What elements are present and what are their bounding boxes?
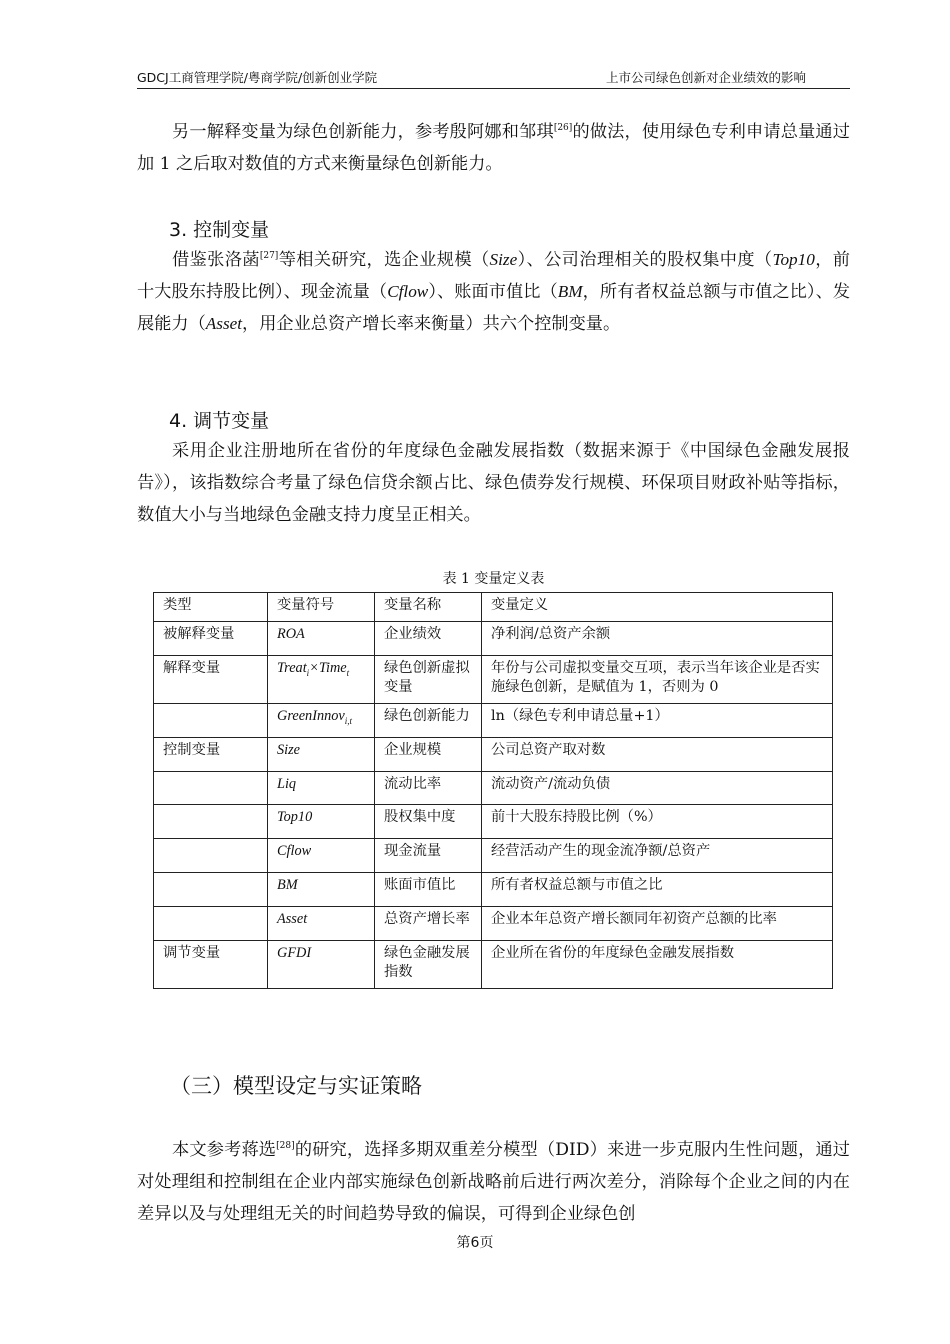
cell-symbol (268, 771, 375, 805)
cv-text-4: ，前十大股东持股比例）、现金流量（ (137, 250, 850, 302)
var-size: Size (489, 250, 518, 269)
cell-name: 企业规模 (375, 737, 482, 771)
variable-definition-table (153, 592, 833, 989)
symbol-second: ×Time (309, 659, 347, 676)
control-variables-paragraph (137, 244, 850, 340)
intro-text-a: 另一解释变量为绿色创新能力，参考殷阿娜和邹琪 (172, 122, 554, 142)
cell-name: 现金流量 (375, 839, 482, 873)
cv-text-1: 借鉴张洛菡 (172, 250, 260, 270)
intro-text-b: 的做法，使用绿色专利申请总量通过加 1 之后取对数值的方式来衡量绿色创新能力。 (137, 122, 850, 174)
column-header-name: 变量名称 (375, 593, 482, 622)
symbol-main: Size (277, 741, 301, 758)
cell-name: 绿色创新能力 (375, 703, 482, 737)
var-top10: Top10 (772, 250, 815, 269)
cell-definition: 企业所在省份的年度绿色金融发展指数 (482, 940, 833, 988)
cell-symbol (268, 940, 375, 988)
model-text-2: 的研究，选择多期双重差分模型（DID）来进一步克服内生性问题，通过对处理组和控制组在企业内部实施绿色创新战略前后进行两次差分，消除每个企业之间的内在差异以及与处理组无关的时间趋势导致的偏误，可得到企业绿色创 (137, 1140, 850, 1224)
table-row (154, 805, 833, 839)
table-row (154, 940, 833, 988)
cell-symbol (268, 703, 375, 737)
symbol-main: GreenInnov (277, 707, 345, 724)
cell-definition: 经营活动产生的现金流净额/总资产 (482, 839, 833, 873)
page-number: 第6页 (456, 1235, 494, 1251)
cell-type (154, 873, 268, 907)
symbol-main: BM (277, 877, 298, 894)
cell-type (154, 907, 268, 941)
var-cflow: Cflow (387, 282, 429, 301)
symbol-subscript: i (306, 667, 310, 678)
cell-definition: 所有者权益总额与市值之比 (482, 873, 833, 907)
symbol-main: GFDI (277, 944, 312, 961)
cell-name: 流动比率 (375, 771, 482, 805)
cell-type (154, 703, 268, 737)
citation-27[interactable]: [27] (259, 251, 279, 261)
cell-name: 股权集中度 (375, 805, 482, 839)
cell-symbol (268, 655, 375, 703)
table-header-row (154, 593, 833, 622)
cell-type: 被解释变量 (154, 622, 268, 656)
cv-text-6: ，所有者权益总额与市值之比）、发展能力（ (137, 282, 851, 334)
cell-type: 控制变量 (154, 737, 268, 771)
symbol-main: Asset (277, 911, 308, 928)
column-header-type: 类型 (154, 593, 268, 622)
cell-type (154, 805, 268, 839)
cv-text-3: ）、公司治理相关的股权集中度（ (517, 250, 773, 270)
symbol-main: Cflow (277, 843, 312, 860)
cv-text-5: ）、账面市值比（ (428, 282, 558, 302)
cell-symbol (268, 622, 375, 656)
symbol-main: Treat (277, 659, 307, 676)
cell-name: 绿色创新虚拟变量 (375, 655, 482, 703)
symbol-main: Top10 (277, 809, 313, 826)
cell-definition: 企业本年总资产增长额同年初资产总额的比率 (482, 907, 833, 941)
table-caption: 表 1 变量定义表 (442, 571, 545, 587)
cell-name: 企业绩效 (375, 622, 482, 656)
model-paragraph (137, 1134, 850, 1230)
cell-definition: 公司总资产取对数 (482, 737, 833, 771)
cell-definition: ln（绿色专利申请总量+1） (482, 703, 833, 737)
cell-type (154, 839, 268, 873)
table-row (154, 907, 833, 941)
symbol-main: ROA (277, 626, 305, 642)
cell-definition: 前十大股东持股比例（%） (482, 805, 833, 839)
model-text-1: 本文参考蒋选 (172, 1140, 277, 1160)
table-row (154, 622, 833, 656)
cell-name: 总资产增长率 (375, 907, 482, 941)
table-row (154, 703, 833, 737)
intro-paragraph (137, 116, 850, 180)
symbol-subscript: i,t (344, 715, 353, 726)
cv-text-7: ，用企业总资产增长率来衡量）共六个控制变量。 (242, 314, 621, 334)
page-header (137, 66, 850, 89)
cell-symbol (268, 737, 375, 771)
cell-definition: 年份与公司虚拟变量交互项，表示当年该企业是否实施绿色创新，是赋值为 1，否则为 0 (482, 655, 833, 703)
cell-type: 解释变量 (154, 655, 268, 703)
cell-symbol (268, 805, 375, 839)
var-asset: Asset (205, 314, 243, 333)
moderating-variable-paragraph: 采用企业注册地所在省份的年度绿色金融发展指数（数据来源于《中国绿色金融发展报告》），该指数综合考量了绿色信贷余额占比、绿色债券发行规模、环保项目财政补贴等指标，数值大小与当地绿色金融支持力度呈正相关。 (137, 441, 850, 525)
cell-symbol (268, 907, 375, 941)
cell-type: 调节变量 (154, 940, 268, 988)
cell-name: 绿色金融发展指数 (375, 940, 482, 988)
symbol-second-subscript: t (346, 667, 350, 678)
table-row (154, 771, 833, 805)
table-row (154, 873, 833, 907)
table-body (154, 622, 833, 989)
column-header-symbol: 变量符号 (268, 593, 375, 622)
cell-type (154, 771, 268, 805)
header-right-text: 上市公司绿色创新对企业绩效的影响 (605, 70, 806, 85)
moderating-variable-heading: 4. 调节变量 (169, 410, 270, 432)
cell-symbol (268, 839, 375, 873)
model-section-heading: （三）模型设定与实证策略 (170, 1074, 422, 1098)
citation-26[interactable]: [26] (553, 123, 573, 133)
table-row (154, 839, 833, 873)
var-bm: BM (557, 282, 583, 301)
control-variables-heading: 3. 控制变量 (169, 219, 270, 241)
table-row (154, 655, 833, 703)
cell-definition: 流动资产/流动负债 (482, 771, 833, 805)
cv-text-2: 等相关研究，选企业规模（ (278, 250, 490, 270)
cell-symbol (268, 873, 375, 907)
symbol-main: Liq (277, 775, 297, 792)
table-row (154, 737, 833, 771)
cell-definition: 净利润/总资产余额 (482, 622, 833, 656)
column-header-definition: 变量定义 (482, 593, 833, 622)
cell-name: 账面市值比 (375, 873, 482, 907)
citation-28[interactable]: [28] (276, 1141, 295, 1151)
header-left-text: GDCJ工商管理学院/粤商学院/创新创业学院 (137, 70, 378, 85)
